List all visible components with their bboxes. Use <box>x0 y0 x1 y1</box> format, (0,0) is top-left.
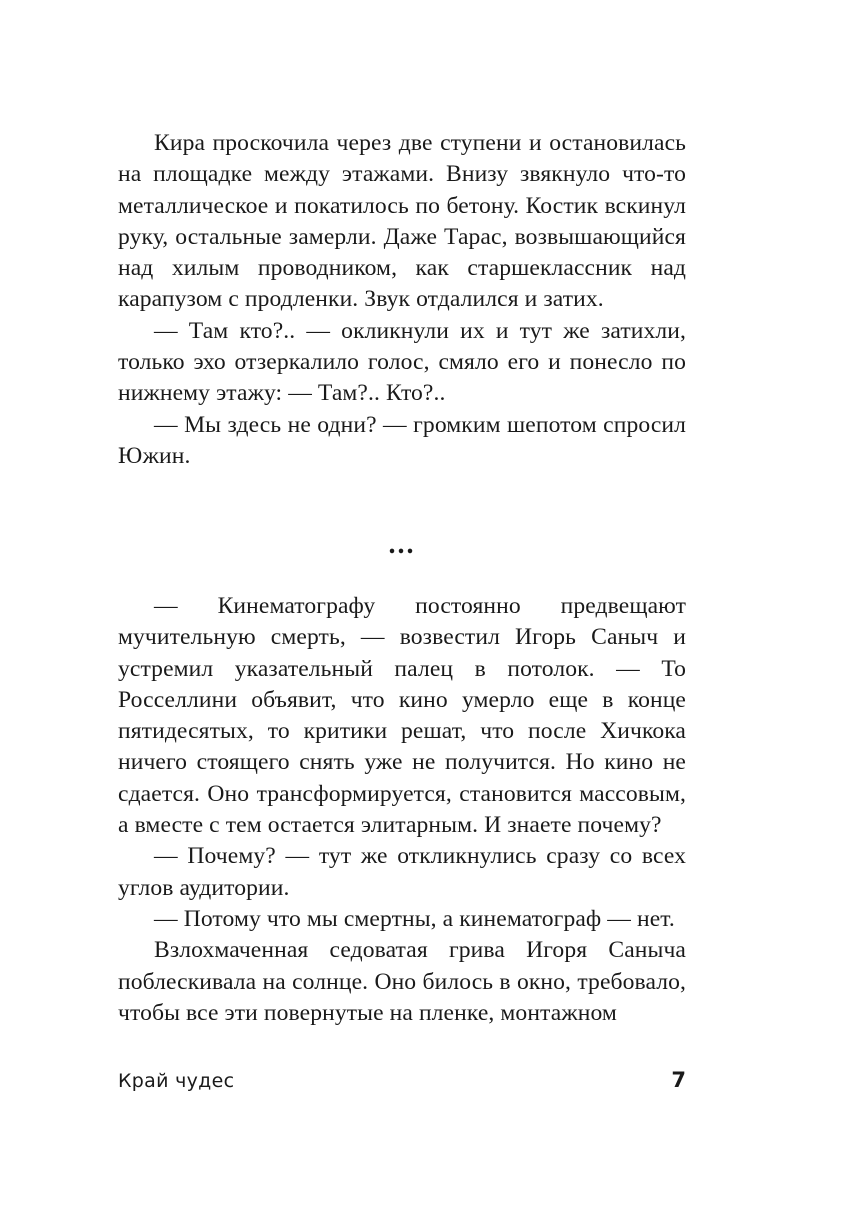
paragraph: — Мы здесь не одни? — громким шепотом спросил Южин. <box>118 411 686 469</box>
text-section-1 <box>118 128 686 472</box>
paragraph: Кира проскочила через две ступени и остановилась на площадке между этажами. Внизу звякнуло что-то металлическое и покатилось по бетону. Костик вскинул руку, остальные замерли. Даже Тарас, возвышающийся над хилым проводником, как старшеклассник над карапузом с продленки. Звук отдалился и затих. <box>118 130 686 313</box>
paragraph: — Кинематографу постоянно предвещают мучительную смерть, — возвестил Игорь Саныч и устремил указательный палец в потолок. — То Росселлини объявит, что кино умерло еще в конце пятидесятых, то критики решат, что после Хичкока ничего стоящего снять уже не получится. Но кино не сдается. Оно трансформируется, становится массовым, а вместе с тем остается элитарным. И знаете почему? <box>118 593 686 839</box>
paragraph: — Потому что мы смертны, а кинематограф — нет. <box>154 905 675 932</box>
paragraph: Взлохмаченная седоватая грива Игоря Саныча поблескивала на солнце. Оно билось в окно, требовало, чтобы все эти повернутые на пленке, монтажном <box>118 937 686 1026</box>
text-section-2 <box>118 591 686 1029</box>
paragraph: — Там кто?.. — окликнули их и тут же затихли, только эхо отзеркалило голос, смяло его и понесло по нижнему этажу: — Там?.. Кто?.. <box>118 317 686 407</box>
running-footer-title: Край чудес <box>118 1070 235 1092</box>
scene-break: ... <box>388 529 416 560</box>
page-number: 7 <box>671 1068 686 1092</box>
paragraph: — Почему? — тут же откликнулись сразу со всех углов аудитории. <box>118 843 686 901</box>
